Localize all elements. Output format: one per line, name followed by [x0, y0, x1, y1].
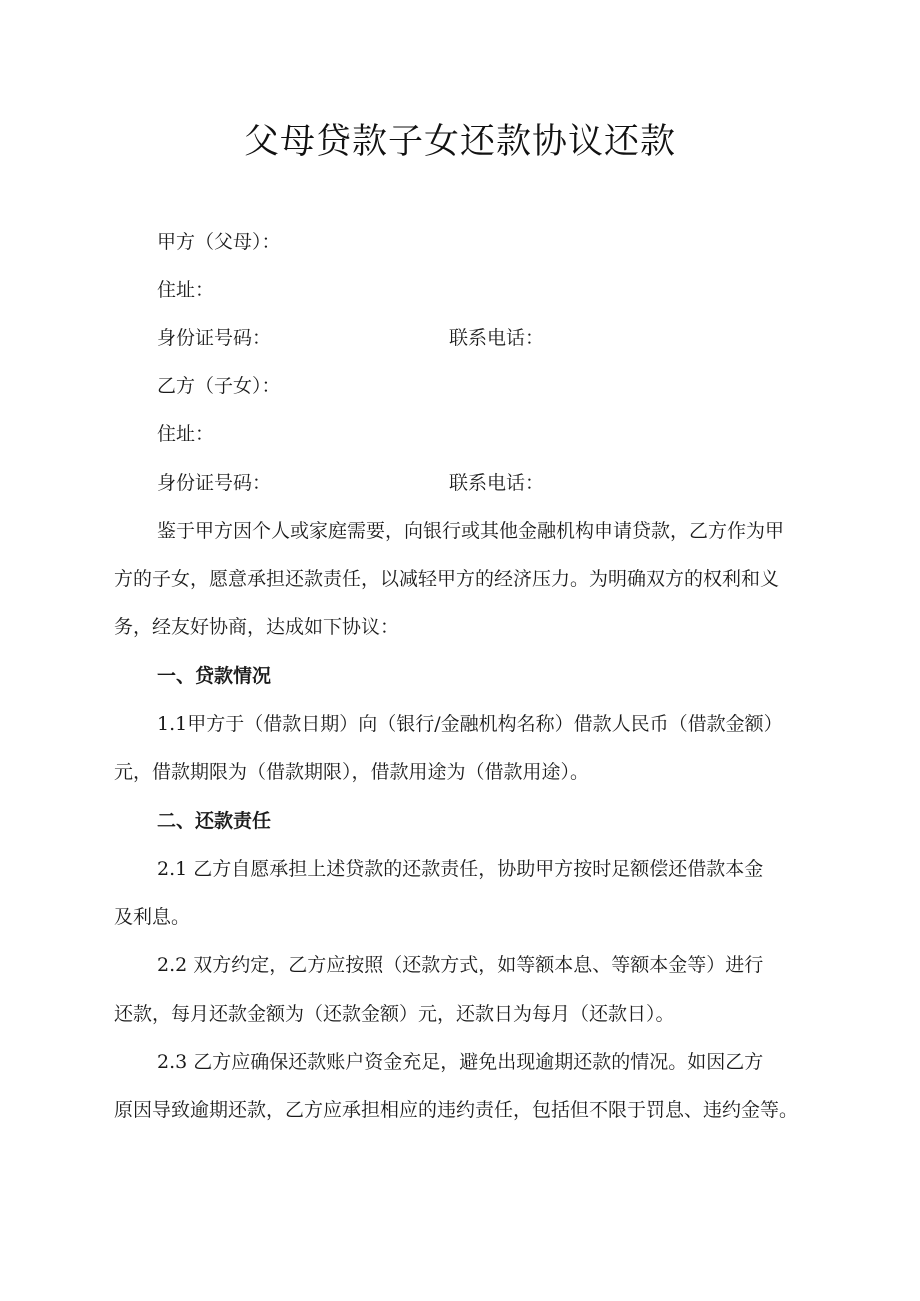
section-1-heading: 一、贷款情况 — [157, 665, 272, 687]
section-2-heading: 二、还款责任 — [157, 810, 272, 832]
clause-2-2-line-2: 还款，每月还款金额为（还款金额）元，还款日为每月（还款日）。 — [114, 1003, 675, 1025]
party-b-label: 乙方（子女）： — [157, 375, 281, 397]
party-a-label: 甲方（父母）： — [157, 231, 281, 253]
document-title: 父母贷款子女还款协议还款 — [243, 122, 676, 162]
intro-line-1: 鉴于甲方因个人或家庭需要，向银行或其他金融机构申请贷款，乙方作为甲 — [157, 520, 785, 542]
intro-line-3: 务，经友好协商，达成如下协议： — [114, 616, 400, 638]
party-b-address-label: 住址： — [157, 423, 215, 445]
party-a-address-label: 住址： — [157, 279, 215, 301]
party-a-phone-label: 联系电话： — [449, 327, 545, 349]
intro-line-2: 方的子女，愿意承担还款责任，以减轻甲方的经济压力。为明确双方的权利和义 — [114, 568, 780, 590]
clause-1-1-line-1: 1.1甲方于（借款日期）向（银行/金融机构名称）借款人民币（借款金额） — [157, 713, 783, 735]
party-b-id-label: 身份证号码： — [157, 472, 272, 494]
clause-2-1-line-2: 及利息。 — [114, 906, 191, 928]
party-a-id-label: 身份证号码： — [157, 327, 272, 349]
clause-1-1-line-2: 元，借款期限为（借款期限），借款用途为（借款用途）。 — [114, 761, 590, 783]
clause-2-2-line-1: 2.2 双方约定，乙方应按照（还款方式，如等额本息、等额本金等）进行 — [157, 954, 764, 976]
clause-2-3-line-1: 2.3 乙方应确保还款账户资金充足，避免出现逾期还款的情况。如因乙方 — [157, 1051, 764, 1073]
clause-2-3-line-2: 原因导致逾期还款，乙方应承担相应的违约责任，包括但不限于罚息、违约金等。 — [114, 1099, 799, 1121]
party-b-phone-label: 联系电话： — [449, 472, 545, 494]
clause-2-1-line-1: 2.1 乙方自愿承担上述贷款的还款责任，协助甲方按时足额偿还借款本金 — [157, 858, 764, 880]
